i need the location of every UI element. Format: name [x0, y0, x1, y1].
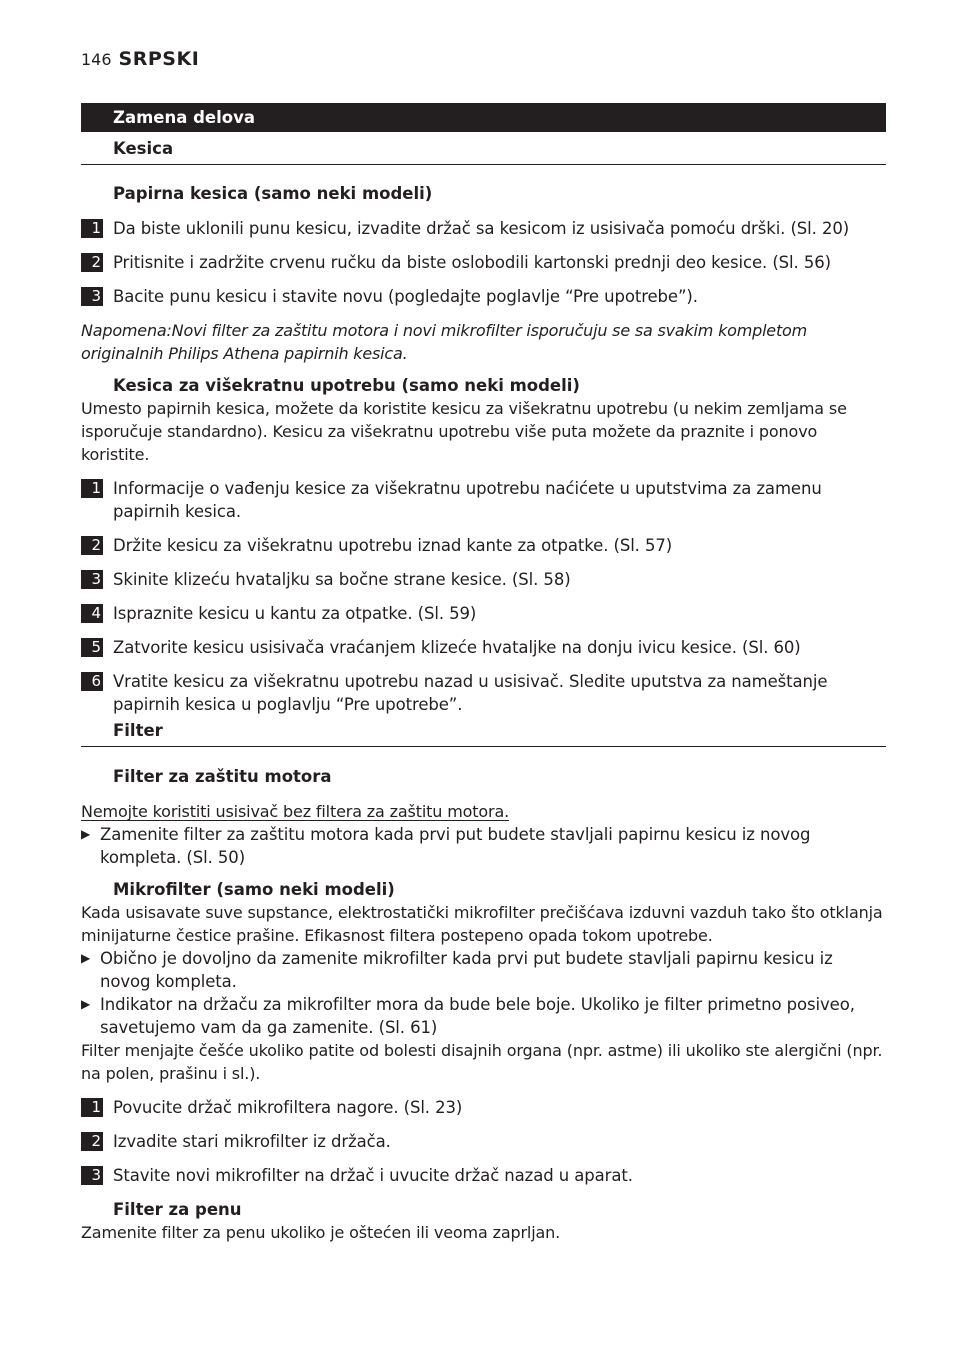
step-text: Izvadite stari mikrofilter iz držača. — [113, 1132, 391, 1151]
step-reusable-4 — [81, 602, 886, 625]
paragraph-microfilter-extra: Filter menjajte češće ukoliko patite od bolesti disajnih organa (npr. astme) ili ukoliko ste alergični (npr. na polen, prašinu i sl.). — [81, 1041, 883, 1083]
step-text: Pritisnite i zadržite crvenu ručku da biste oslobodili kartonski prednji deo kesice. (Sl. 56) — [113, 253, 831, 272]
warning-motor-filter: Nemojte koristiti usisivač bez filtera za zaštitu motora. — [81, 802, 510, 821]
step-number: 5 — [81, 638, 103, 657]
step-number: 4 — [81, 604, 103, 623]
heading-foam-filter: Filter za penu — [113, 1200, 242, 1219]
bullet-motor-filter-1 — [81, 823, 886, 869]
bullet-microfilter-2 — [81, 993, 886, 1039]
step-reusable-3 — [81, 568, 886, 591]
step-paper-2 — [81, 251, 886, 274]
step-microfilter-1 — [81, 1096, 886, 1119]
bullet-text: Zamenite filter za zaštitu motora kada prvi put budete stavljali papirnu kesicu iz novog kompleta. (Sl. 50) — [100, 825, 811, 867]
step-text: Da biste uklonili punu kesicu, izvadite držač sa kesicom iz usisivača pomoću drški. (Sl. 20) — [113, 219, 850, 238]
step-text: Vratite kesicu za višekratnu upotrebu nazad u usisivač. Sledite uputstva za nameštanje papirnih kesica u poglavlju “Pre upotrebe”. — [113, 672, 828, 714]
step-number: 3 — [81, 287, 103, 306]
triangle-bullet-icon: ▶ — [81, 997, 91, 1011]
paragraph-reusable-intro: Umesto papirnih kesica, možete da koristite kesicu za višekratnu upotrebu (u nekim zemljama se isporučuje standardno). Kesicu za višekratnu upotrebu više puta možete da praznite i ponovo koristite. — [81, 399, 847, 464]
step-number: 2 — [81, 253, 103, 272]
language-label: SRPSKI — [118, 48, 200, 70]
bullet-text: Indikator na držaču za mikrofilter mora da bude bele boje. Ukoliko je filter primetno posiveo, savetujemo vam da ga zamenite. (Sl. 61) — [100, 995, 855, 1037]
step-text: Ispraznite kesicu u kantu za otpatke. (Sl. 59) — [113, 604, 477, 623]
page-header — [81, 48, 199, 74]
step-text: Držite kesicu za višekratnu upotrebu iznad kante za otpatke. (Sl. 57) — [113, 536, 673, 555]
paragraph-foam-filter: Zamenite filter za penu ukoliko je oštećen ili veoma zaprljan. — [81, 1223, 561, 1242]
step-text: Zatvorite kesicu usisivača vraćanjem klizeće hvataljke na donju ivicu kesice. (Sl. 60) — [113, 638, 801, 657]
paragraph-microfilter-intro: Kada usisavate suve supstance, elektrostatički mikrofilter prečišćava izduvni vazduh tako što otklanja minijaturne čestice prašine. Efikasnost filtera postepeno opada tokom upotrebe. — [81, 903, 883, 945]
step-number: 1 — [81, 219, 103, 238]
step-microfilter-3 — [81, 1164, 886, 1187]
bullet-text: Obično je dovoljno da zamenite mikrofilter kada prvi put budete stavljali papirnu kesicu iz novog kompleta. — [100, 949, 833, 991]
step-text: Stavite novi mikrofilter na držač i uvucite držač nazad u aparat. — [113, 1166, 633, 1185]
step-number: 1 — [81, 479, 103, 498]
step-number: 6 — [81, 672, 103, 691]
subsection-title-bag: Kesica — [81, 132, 886, 165]
triangle-bullet-icon: ▶ — [81, 827, 91, 841]
page-content — [81, 103, 886, 1244]
step-paper-3 — [81, 285, 886, 308]
triangle-bullet-icon: ▶ — [81, 951, 91, 965]
step-text: Povucite držač mikrofiltera nagore. (Sl. 23) — [113, 1098, 463, 1117]
note-paper-bag: Napomena:Novi filter za zaštitu motora i novi mikrofilter isporučuju se sa svakim kompletom originalnih Philips Athena papirnih kesica. — [81, 321, 808, 363]
heading-paper-bag: Papirna kesica (samo neki modeli) — [113, 184, 433, 203]
step-reusable-1 — [81, 477, 886, 523]
step-paper-1 — [81, 217, 886, 240]
step-reusable-2 — [81, 534, 886, 557]
step-text: Skinite klizeću hvataljku sa bočne strane kesice. (Sl. 58) — [113, 570, 571, 589]
step-number: 1 — [81, 1098, 103, 1117]
step-number: 3 — [81, 570, 103, 589]
step-text: Informacije o vađenju kesice za višekratnu upotrebu naćićete u uputstvima za zamenu papirnih kesica. — [113, 479, 822, 521]
step-reusable-5 — [81, 636, 886, 659]
heading-microfilter: Mikrofilter (samo neki modeli) — [113, 880, 395, 899]
step-text: Bacite punu kesicu i stavite novu (pogledajte poglavlje “Pre upotrebe”). — [113, 287, 698, 306]
step-microfilter-2 — [81, 1130, 886, 1153]
step-number: 2 — [81, 536, 103, 555]
heading-motor-filter: Filter za zaštitu motora — [113, 767, 332, 786]
step-number: 2 — [81, 1132, 103, 1151]
heading-reusable-bag: Kesica za višekratnu upotrebu (samo neki modeli) — [113, 376, 580, 395]
section-title-replacement: Zamena delova — [81, 103, 886, 132]
step-number: 3 — [81, 1166, 103, 1185]
subsection-title-filter: Filter — [81, 716, 886, 747]
step-reusable-6 — [81, 670, 886, 716]
page-number: 146 — [81, 50, 112, 69]
bullet-microfilter-1 — [81, 947, 886, 993]
